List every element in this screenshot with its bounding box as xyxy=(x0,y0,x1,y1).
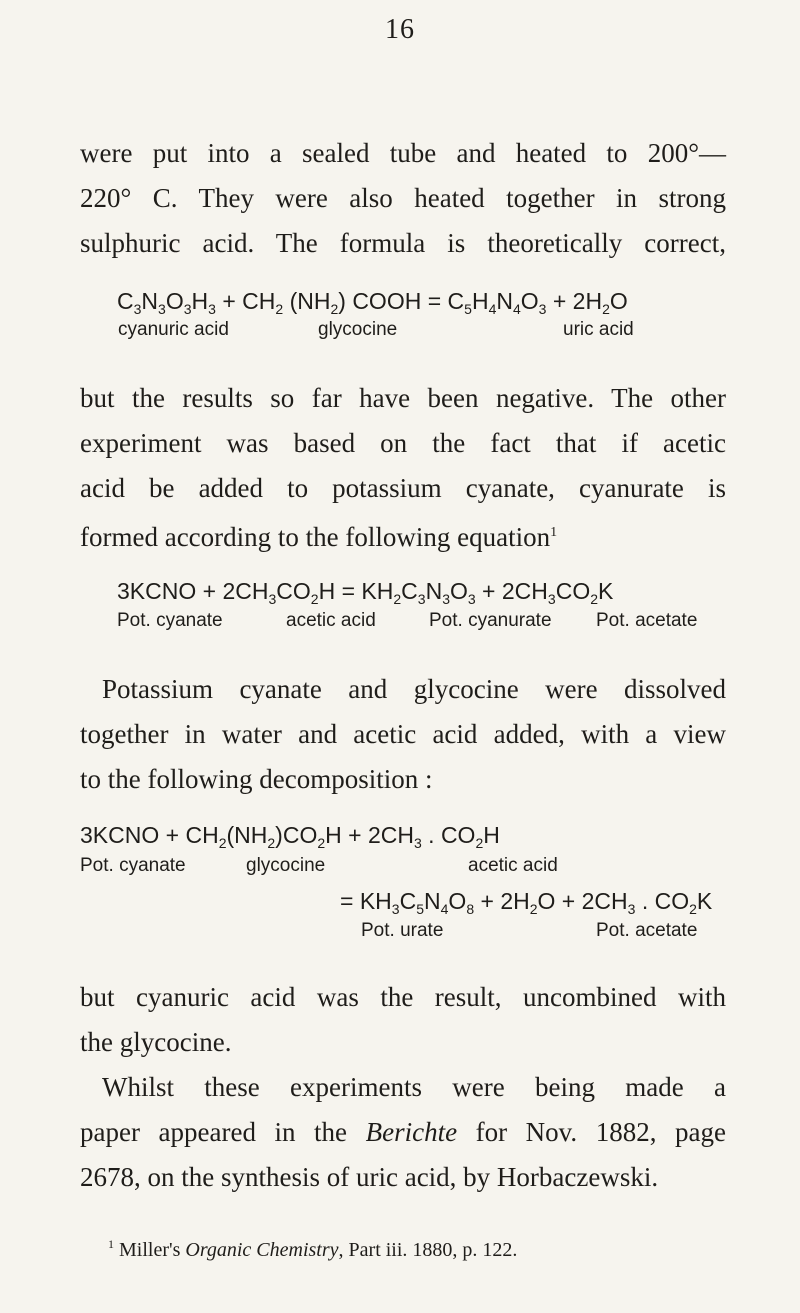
equation-cyanate-glycocine-acetic: 3KCNO + $CH_2(NH_2)CO_2H + 2CH_3$ . $CO_2H$ xyxy=(80,822,500,851)
equation-label: acetic acid xyxy=(286,610,376,631)
journal-title: Berichte xyxy=(365,1117,458,1147)
body-line: acid be added to potassium cyanate, cyanurate is xyxy=(80,473,726,503)
body-line: Potassium cyanate and glycocine were dissolved xyxy=(102,674,726,704)
body-text: for Nov. 1882, page xyxy=(457,1117,726,1147)
equation-urate-acetate: = $KH_3C_5N_4O_8 + 2H_2O + 2CH_3$ . $CO_2K$ xyxy=(340,888,713,917)
equation-label: uric acid xyxy=(563,319,634,340)
footnote-rest: , Part iii. 1880, p. 122. xyxy=(338,1239,518,1261)
equation-label: Pot. urate xyxy=(361,920,444,941)
body-line: were put into a sealed tube and heated to 200°— xyxy=(80,138,726,168)
equation-label: Pot. cyanate xyxy=(80,855,186,876)
body-line: the glycocine. xyxy=(80,1027,232,1057)
footnote-title: Organic Chemistry xyxy=(185,1239,339,1261)
equation-label: cyanuric acid xyxy=(118,319,229,340)
body-line: sulphuric acid. The formula is theoretically correct, xyxy=(80,228,726,258)
body-line xyxy=(80,514,726,556)
footnote xyxy=(108,1237,517,1262)
body-text: paper appeared in the xyxy=(80,1117,366,1147)
equation-label: glycocine xyxy=(246,855,326,876)
footnote-author: Miller's xyxy=(119,1239,186,1261)
body-line: Whilst these experiments were being made a xyxy=(102,1072,726,1102)
equation-cyanuric-glycocine-uric: $C_3N_3O_3H_3 + CH_2$ $(NH_2)$ COOH = $C_5H_4N_4O_3 + 2H_2O$ xyxy=(117,288,628,317)
equation-label: Pot. acetate xyxy=(596,920,698,941)
footnote-reference: 1 xyxy=(550,525,558,540)
body-line: 220° C. They were also heated together in strong xyxy=(80,183,726,213)
body-text: formed according to the following equation xyxy=(80,522,551,552)
equation-label: glycocine xyxy=(318,319,398,340)
equation-label: Pot. cyanate xyxy=(117,610,223,631)
body-line: but cyanuric acid was the result, uncombined with xyxy=(80,982,726,1012)
body-line: to the following decomposition : xyxy=(80,764,433,794)
page-number: 16 xyxy=(385,14,415,45)
footnote-marker: 1 xyxy=(108,1237,114,1251)
equation-label: Pot. cyanurate xyxy=(429,610,552,631)
equation-label: Pot. acetate xyxy=(596,610,698,631)
body-line: 2678, on the synthesis of uric acid, by Horbaczewski. xyxy=(80,1162,659,1192)
body-line: together in water and acetic acid added, with a view xyxy=(80,719,726,749)
body-line: but the results so far have been negative. The other xyxy=(80,383,726,413)
equation-potassium-cyanate-acetic: 3KCNO + $2CH_3CO_2H = KH_2C_3N_3O_3 + 2CH_3CO_2K$ xyxy=(117,578,614,607)
equation-label: acetic acid xyxy=(468,855,558,876)
body-line: experiment was based on the fact that if acetic xyxy=(80,428,726,458)
